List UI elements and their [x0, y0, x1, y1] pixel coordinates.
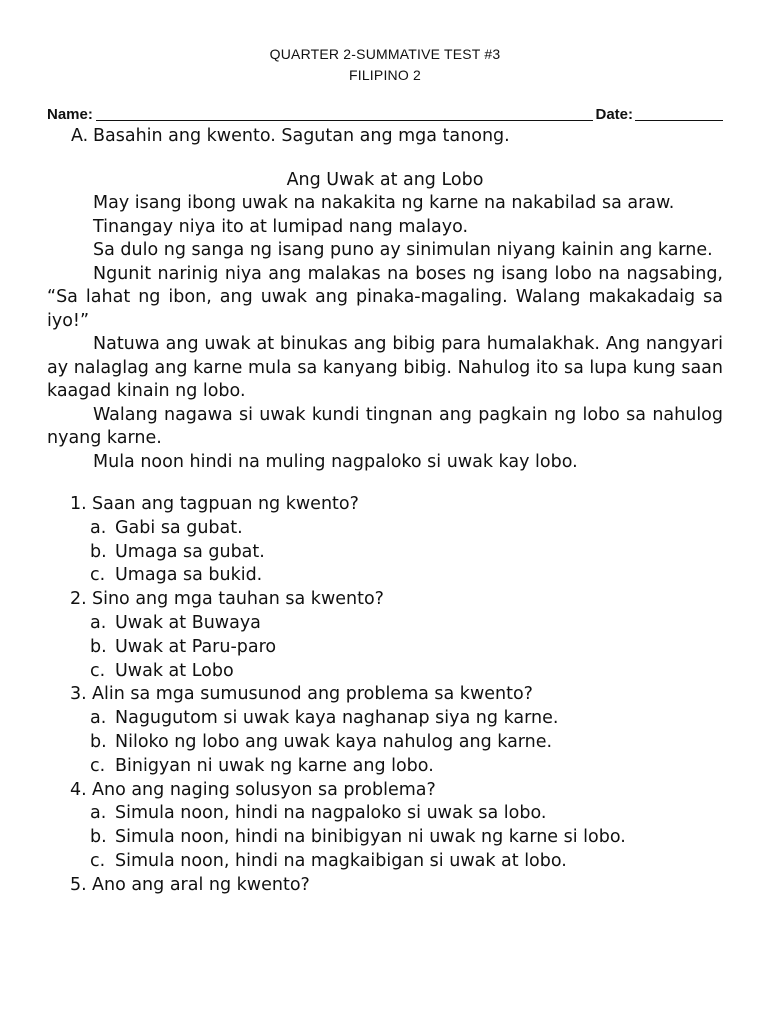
option-letter: a. [90, 612, 107, 633]
instruction-text: Basahin ang kwento. Sagutan ang mga tanong. [93, 126, 510, 146]
worksheet-page [47, 44, 723, 898]
option-1a[interactable] [90, 517, 723, 541]
question-1 [70, 493, 723, 517]
option-text: Simula noon, hindi na nagpaloko si uwak sa lobo. [115, 803, 547, 824]
option-4a[interactable] [90, 802, 723, 826]
option-2a[interactable] [90, 612, 723, 636]
option-letter: a. [90, 517, 107, 538]
instruction [71, 124, 723, 148]
question-number: 3. [70, 684, 87, 705]
option-2b[interactable] [90, 636, 723, 660]
option-letter: c. [90, 850, 106, 871]
question-text: Alin sa mga sumusunod ang problema sa kwento? [92, 684, 533, 705]
option-4c[interactable] [90, 850, 723, 874]
name-blank[interactable] [96, 106, 594, 121]
question-text: Saan ang tagpuan ng kwento? [92, 494, 359, 514]
question-list [47, 493, 723, 898]
question-number: 2. [70, 589, 87, 610]
story-paragraph: Ngunit narinig niya ang malakas na boses ng isang lobo na nagsabing, “Sa lahat ng ibon, ang uwak ang pinaka-magaling. Walang makakadaig sa iyo!” [47, 263, 723, 331]
option-text: Gabi sa gubat. [115, 517, 243, 538]
option-3b[interactable] [90, 731, 723, 755]
test-title: QUARTER 2-SUMMATIVE TEST #3 [269, 46, 501, 62]
option-letter: c. [90, 755, 106, 776]
story-paragraph: May isang ibong uwak na nakakita ng karne na nakabilad sa araw. [93, 193, 675, 213]
story-paragraph: Mula noon hindi na muling nagpaloko si uwak kay lobo. [93, 451, 578, 472]
option-4b[interactable] [90, 826, 723, 850]
option-text: Simula noon, hindi na magkaibigan si uwak at lobo. [115, 850, 567, 871]
option-1b[interactable] [90, 541, 723, 565]
option-letter: c. [90, 660, 106, 681]
name-date-row [47, 106, 723, 124]
question-5 [70, 874, 723, 898]
story-body [47, 192, 723, 474]
question-text: Ano ang aral ng kwento? [92, 874, 310, 895]
option-text: Nagugutom si uwak kaya naghanap siya ng karne. [115, 708, 559, 729]
option-letter: b. [90, 636, 107, 657]
option-text: Umaga sa gubat. [115, 541, 265, 562]
question-4 [70, 779, 723, 803]
option-letter: a. [90, 708, 107, 729]
story-paragraph: Sa dulo ng sanga ng isang puno ay sinimulan niyang kainin ang karne. [93, 240, 713, 260]
story-paragraph: Tinangay niya ito at lumipad nang malayo. [93, 216, 469, 237]
name-label: Name: [47, 106, 93, 123]
option-1c[interactable] [90, 564, 723, 588]
option-text: Umaga sa bukid. [115, 565, 263, 586]
question-number: 4. [70, 779, 87, 800]
option-text: Uwak at Paru-paro [115, 636, 277, 657]
instruction-marker: A. [71, 126, 89, 146]
option-letter: b. [90, 541, 107, 562]
question-number: 1. [70, 494, 87, 514]
option-letter: b. [90, 827, 107, 848]
option-3c[interactable] [90, 755, 723, 779]
option-text: Uwak at Buwaya [115, 612, 261, 633]
option-3a[interactable] [90, 707, 723, 731]
question-text: Sino ang mga tauhan sa kwento? [92, 589, 384, 610]
story-paragraph: Natuwa ang uwak at binukas ang bibig para humalakhak. Ang nangyari ay nalaglag ang karne mula sa kanyang bibig. Nahulog ito sa lupa kung saan kaagad kinain ng lobo. [47, 334, 723, 401]
option-letter: a. [90, 803, 107, 824]
story-title: Ang Uwak at ang Lobo [286, 170, 484, 190]
option-text: Simula noon, hindi na binibigyan ni uwak ng karne si lobo. [115, 827, 626, 848]
option-text: Niloko ng lobo ang uwak kaya nahulog ang karne. [115, 731, 553, 752]
question-2 [70, 588, 723, 612]
question-text: Ano ang naging solusyon sa problema? [92, 779, 436, 800]
option-text: Binigyan ni uwak ng karne ang lobo. [115, 755, 434, 776]
story-paragraph: Walang nagawa si uwak kundi tingnan ang pagkain ng lobo sa nahulog nyang karne. [47, 404, 723, 448]
option-letter: c. [90, 565, 106, 586]
date-label: Date: [595, 106, 633, 123]
question-number: 5. [70, 874, 87, 895]
subject-title: FILIPINO 2 [348, 67, 422, 83]
date-blank[interactable] [635, 106, 723, 121]
option-2c[interactable] [90, 660, 723, 684]
option-letter: b. [90, 731, 107, 752]
question-3 [70, 683, 723, 707]
option-text: Uwak at Lobo [115, 660, 234, 681]
